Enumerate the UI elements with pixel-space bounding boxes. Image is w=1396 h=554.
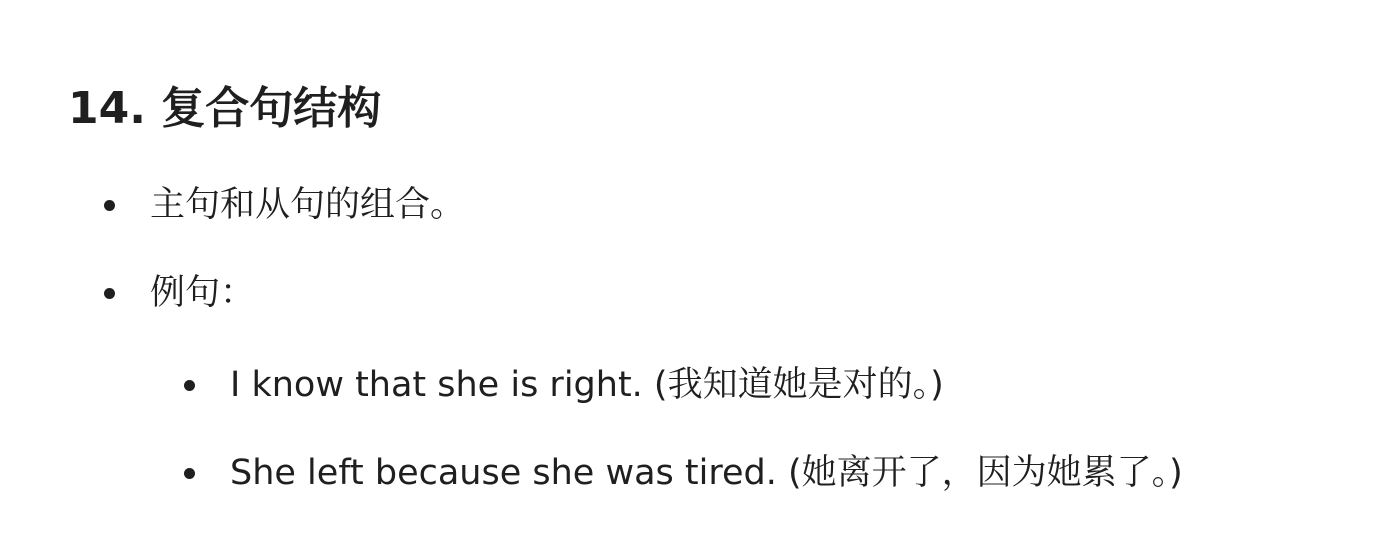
bullet-icon <box>184 468 195 479</box>
bullet-icon <box>184 380 195 391</box>
section-heading: 14. 复合句结构 <box>68 83 382 134</box>
example-item <box>230 360 944 410</box>
example-text: I know that she is right. (我知道她是对的。) <box>230 365 944 405</box>
list-item-text: 例句： <box>150 273 256 313</box>
list-item-text: 主句和从句的组合。 <box>150 185 466 225</box>
bullet-icon <box>104 288 115 299</box>
bullet-icon <box>104 200 115 211</box>
example-text: She left because she was tired. (她离开了，因为她累了。) <box>230 453 1183 493</box>
example-item <box>230 448 1183 498</box>
list-item <box>150 180 465 230</box>
list-item <box>150 268 255 318</box>
